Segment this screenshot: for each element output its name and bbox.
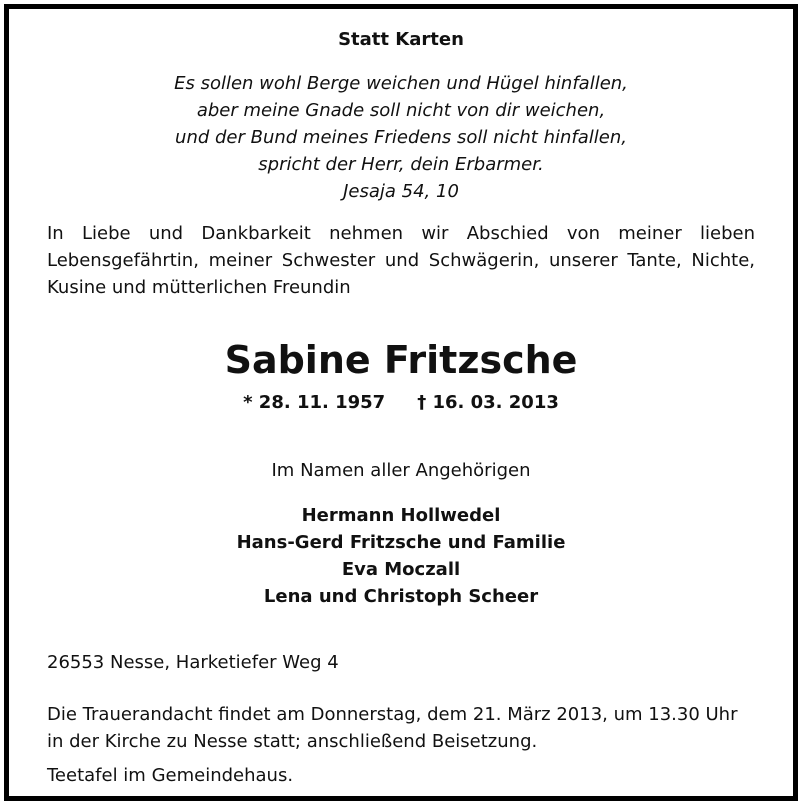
service-line: in der Kirche zu Nesse statt; anschließend Beisetzung. bbox=[47, 731, 538, 752]
verse-line: aber meine Gnade soll nicht von dir weichen, bbox=[196, 100, 606, 121]
mourners-list bbox=[9, 502, 793, 610]
service-info bbox=[47, 701, 738, 755]
obituary-notice bbox=[4, 4, 798, 801]
service-line: Die Trauerandacht findet am Donnerstag, dem 21. März 2013, um 13.30 Uhr bbox=[47, 704, 738, 725]
bible-verse bbox=[9, 70, 793, 205]
intro-line: In Liebe und Dankbarkeit nehmen wir Abschied von meiner lieben bbox=[47, 223, 755, 244]
intro-paragraph bbox=[47, 220, 755, 301]
family-label: Im Namen aller Angehörigen bbox=[271, 460, 531, 481]
verse-line: Es sollen wohl Berge weichen und Hügel hinfallen, bbox=[174, 73, 628, 94]
notice-heading: Statt Karten bbox=[338, 29, 464, 50]
mourner-name: Lena und Christoph Scheer bbox=[263, 586, 539, 607]
verse-reference: Jesaja 54, 10 bbox=[343, 181, 459, 202]
mourner-name: Hans-Gerd Fritzsche und Familie bbox=[236, 532, 566, 553]
life-dates bbox=[9, 392, 793, 413]
family-address: 26553 Nesse, Harketiefer Weg 4 bbox=[47, 652, 339, 673]
verse-line: und der Bund meines Friedens soll nicht hinfallen, bbox=[175, 127, 627, 148]
birth-date: * 28. 11. 1957 bbox=[243, 392, 386, 413]
verse-line: spricht der Herr, dein Erbarmer. bbox=[258, 154, 544, 175]
intro-line: Lebensgefährtin, meiner Schwester und Schwägerin, unserer Tante, Nichte, bbox=[47, 250, 755, 271]
teetafel-note: Teetafel im Gemeindehaus. bbox=[47, 765, 294, 786]
mourner-name: Hermann Hollwedel bbox=[301, 505, 501, 526]
mourner-name: Eva Moczall bbox=[341, 559, 461, 580]
death-date: † 16. 03. 2013 bbox=[417, 392, 559, 413]
intro-line: Kusine und mütterlichen Freundin bbox=[47, 277, 351, 298]
deceased-name: Sabine Fritzsche bbox=[224, 338, 578, 382]
